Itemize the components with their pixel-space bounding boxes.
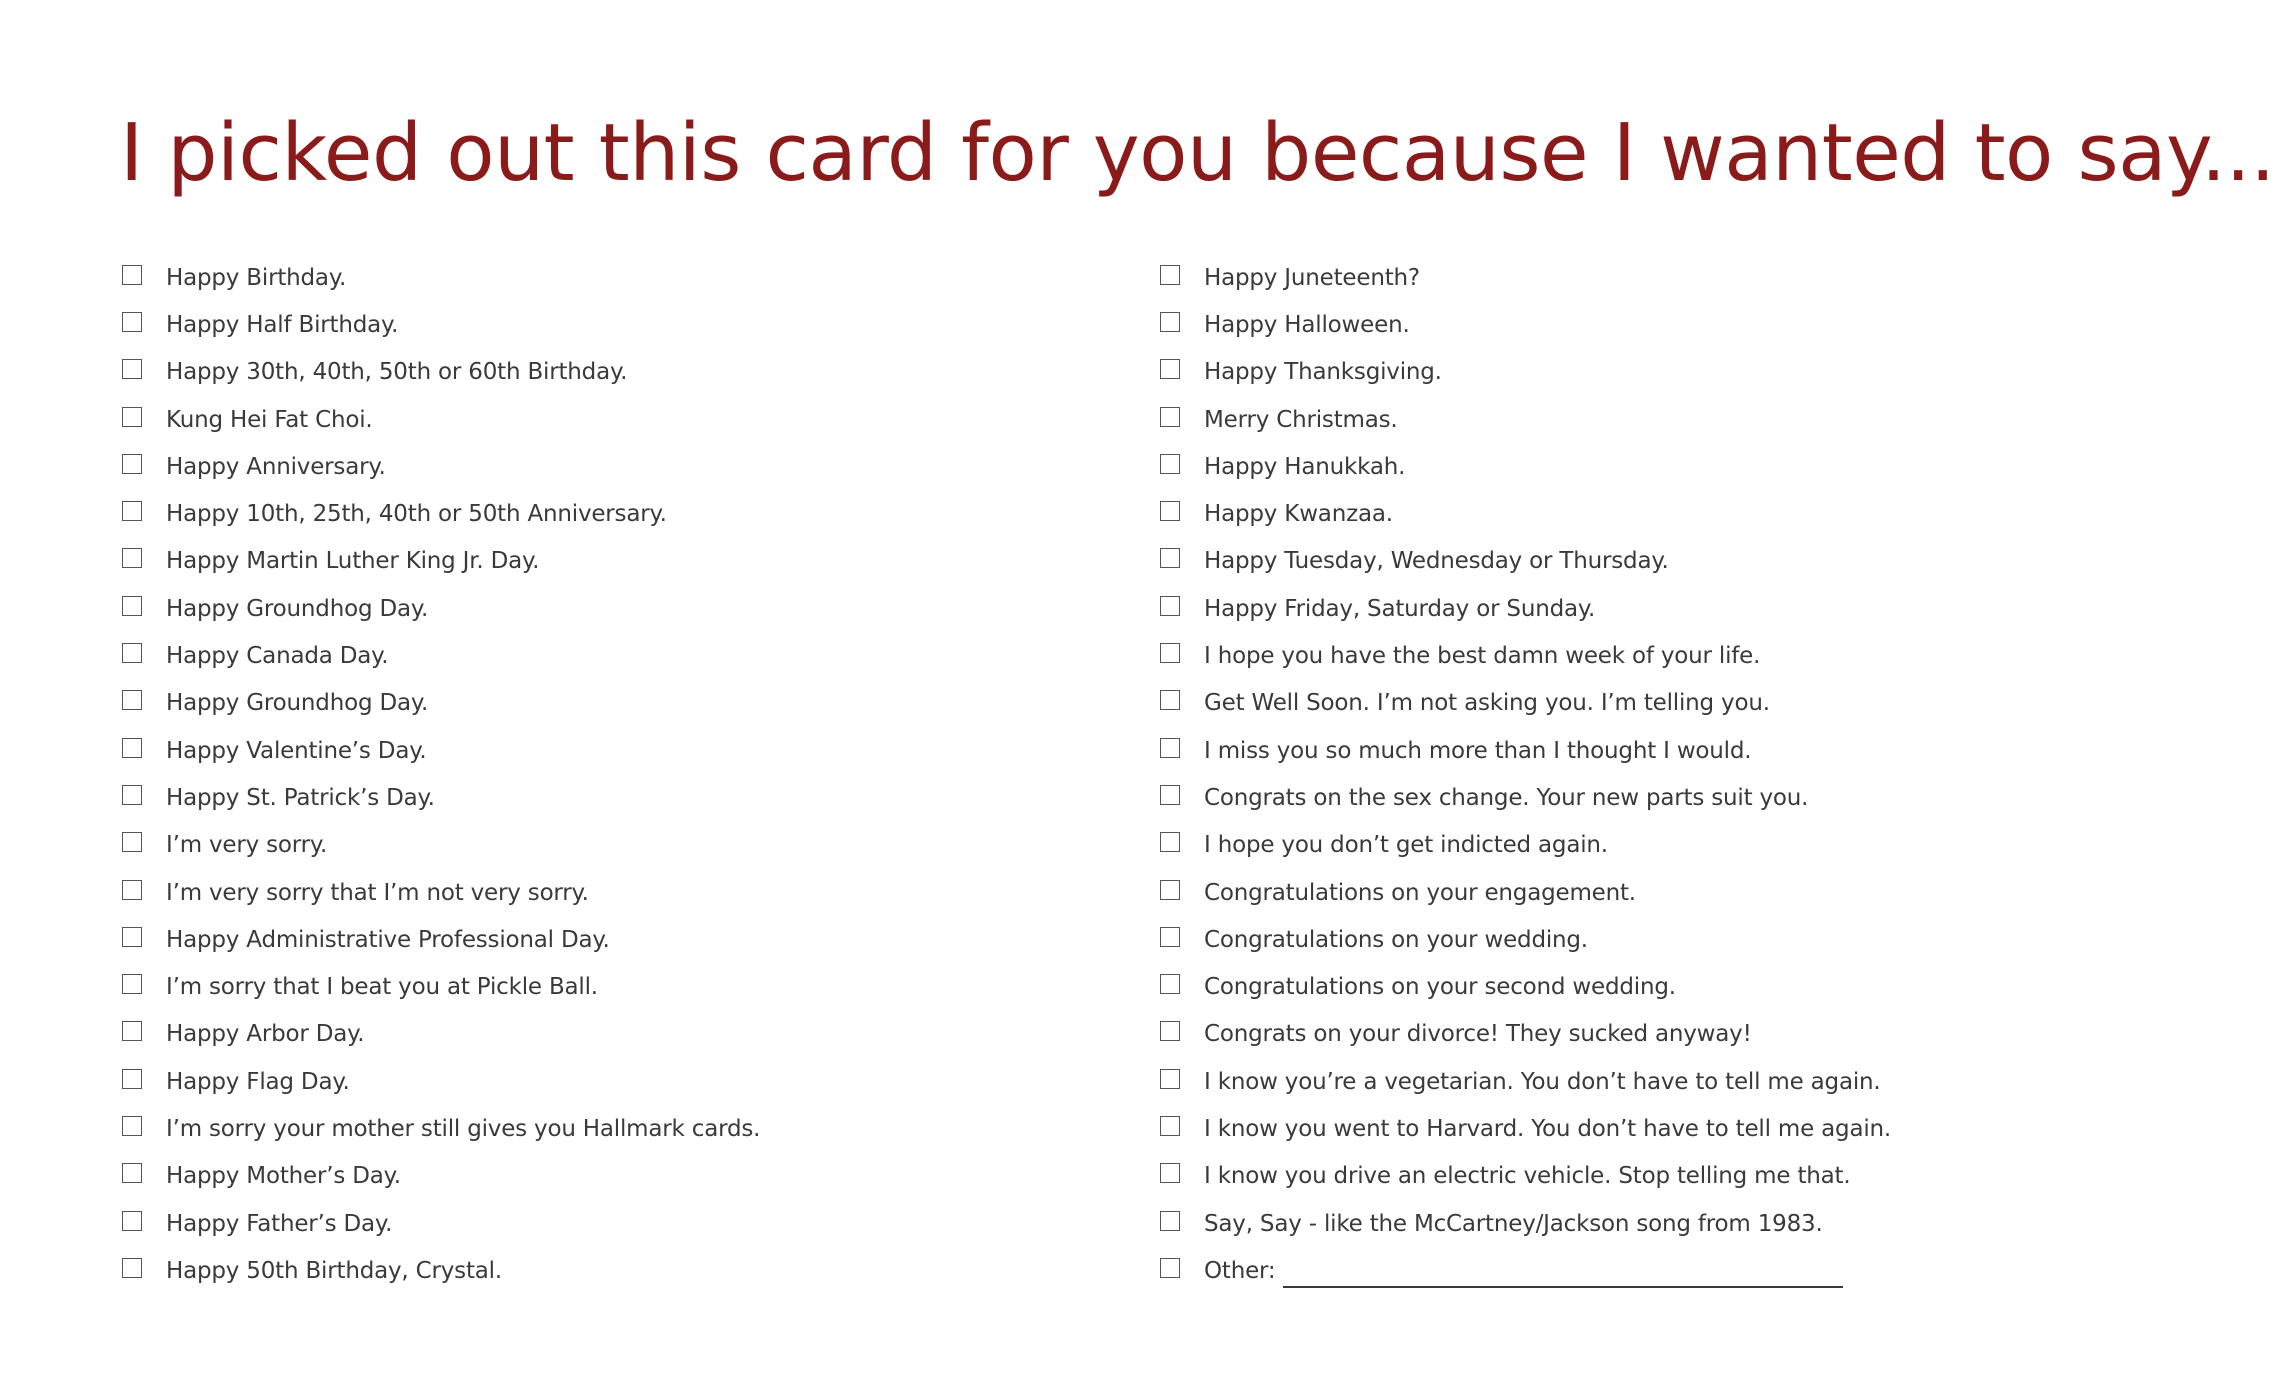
checkbox[interactable] [122,501,142,521]
checkbox[interactable] [1160,1211,1180,1231]
checkbox[interactable] [1160,785,1180,805]
checkbox[interactable] [122,785,142,805]
checklist-item-label: Happy Groundhog Day. [166,595,429,622]
checkbox[interactable] [122,1116,142,1136]
left-checklist-item[interactable] [122,1105,1122,1152]
left-checklist-item[interactable] [122,632,1122,679]
checkbox[interactable] [1160,407,1180,427]
checkbox[interactable] [122,643,142,663]
right-checklist-item[interactable] [1160,963,1980,1010]
checklist-item-label: Kung Hei Fat Choi. [166,406,373,433]
right-checklist-item[interactable] [1160,680,1980,727]
checklist-item-label: Happy Canada Day. [166,643,389,670]
checkbox[interactable] [1160,1116,1180,1136]
left-checklist-item[interactable] [122,1200,1122,1247]
left-checklist [122,254,1122,1295]
checklist-item-label: I hope you don’t get indicted again. [1204,832,1608,859]
checklist-item-label: Happy Thanksgiving. [1204,359,1442,386]
checkbox[interactable] [1160,927,1180,947]
left-checklist-item[interactable] [122,585,1122,632]
checkbox[interactable] [1160,1069,1180,1089]
checklist-item-label: Merry Christmas. [1204,406,1398,433]
checkbox[interactable] [122,974,142,994]
left-checklist-item[interactable] [122,1058,1122,1105]
checklist-item-label: I’m very sorry that I’m not very sorry. [166,879,589,906]
checkbox[interactable] [1160,832,1180,852]
checkbox[interactable] [1160,548,1180,568]
checkbox[interactable] [1160,501,1180,521]
left-checklist-item[interactable] [122,301,1122,348]
left-checklist-item[interactable] [122,490,1122,537]
checkbox[interactable] [1160,596,1180,616]
checklist-item-label: I know you’re a vegetarian. You don’t have to tell me again. [1204,1068,1881,1095]
checklist-item-label: Happy 50th Birthday, Crystal. [166,1257,502,1284]
checkbox[interactable] [122,1021,142,1041]
checklist-item-label: Say, Say - like the McCartney/Jackson song from 1983. [1204,1210,1823,1237]
right-checklist-item[interactable] [1160,396,1980,443]
checklist-item-label: Happy Hanukkah. [1204,453,1406,480]
other-label: Other: [1204,1257,1276,1284]
left-checklist-item[interactable] [122,1153,1122,1200]
checklist-item-label: Happy Anniversary. [166,453,386,480]
right-checklist-item[interactable] [1160,727,1980,774]
checkbox[interactable] [1160,1258,1180,1278]
right-checklist-item[interactable] [1160,1200,1980,1247]
checkbox[interactable] [1160,359,1180,379]
checklist-item-label: Happy Valentine’s Day. [166,737,427,764]
left-checklist-item[interactable] [122,822,1122,869]
right-checklist-item[interactable] [1160,1105,1980,1152]
checklist-item-label: Congratulations on your engagement. [1204,879,1636,906]
checklist-item-label: I’m very sorry. [166,832,328,859]
checkbox[interactable] [122,832,142,852]
left-checklist-item[interactable] [122,869,1122,916]
checkbox[interactable] [122,312,142,332]
other-write-in-field[interactable] [1283,1262,1843,1288]
left-checklist-item[interactable] [122,774,1122,821]
checkbox[interactable] [1160,643,1180,663]
right-checklist-item[interactable] [1160,1153,1980,1200]
checklist-item-label: Happy 30th, 40th, 50th or 60th Birthday. [166,359,628,386]
checkbox[interactable] [1160,738,1180,758]
checkbox[interactable] [122,407,142,427]
checkbox[interactable] [1160,690,1180,710]
checkbox[interactable] [122,690,142,710]
checklist-item-label: Happy Halloween. [1204,311,1410,338]
checklist-item-label: Happy Martin Luther King Jr. Day. [166,548,540,575]
checkbox[interactable] [122,359,142,379]
card-title: I picked out this card for you because I wanted to say... [120,107,2275,199]
right-checklist-item[interactable] [1160,1011,1980,1058]
checklist-item-label: Happy Administrative Professional Day. [166,926,610,953]
checklist-item-label: Happy Kwanzaa. [1204,501,1393,528]
checkbox[interactable] [122,265,142,285]
checklist-item-label: I’m sorry that I beat you at Pickle Ball. [166,974,598,1001]
left-checklist-item[interactable] [122,963,1122,1010]
checkbox[interactable] [122,548,142,568]
checkbox[interactable] [122,1258,142,1278]
checklist-item-label: Congrats on the sex change. Your new parts suit you. [1204,784,1809,811]
right-checklist-item[interactable] [1160,869,1980,916]
left-checklist-item[interactable] [122,254,1122,301]
right-checklist-item[interactable] [1160,490,1980,537]
left-checklist-item[interactable] [122,1011,1122,1058]
checklist-item-label: Congratulations on your wedding. [1204,926,1588,953]
checkbox[interactable] [1160,312,1180,332]
checklist-item-label: Happy Tuesday, Wednesday or Thursday. [1204,548,1669,575]
right-checklist-item[interactable] [1160,443,1980,490]
checklist-item-label: Happy 10th, 25th, 40th or 50th Anniversary. [166,501,667,528]
checklist-item-label: I know you drive an electric vehicle. Stop telling me that. [1204,1163,1851,1190]
right-checklist-item[interactable] [1160,301,1980,348]
checklist-item-label: Happy Father’s Day. [166,1210,393,1237]
checkbox[interactable] [122,927,142,947]
checkbox[interactable] [122,1069,142,1089]
checkbox[interactable] [122,1211,142,1231]
right-checklist-item[interactable] [1160,822,1980,869]
left-checklist-item[interactable] [122,1247,1122,1294]
checklist-item-label: Happy St. Patrick’s Day. [166,784,435,811]
checklist-item-label: I’m sorry your mother still gives you Hallmark cards. [166,1115,761,1142]
checkbox[interactable] [122,738,142,758]
checklist-item-label: Get Well Soon. I’m not asking you. I’m telling you. [1204,690,1770,717]
left-checklist-item[interactable] [122,538,1122,585]
right-checklist [1160,254,1980,1295]
left-checklist-item[interactable] [122,396,1122,443]
checkbox[interactable] [1160,454,1180,474]
checkbox[interactable] [122,596,142,616]
checklist-item-label: Congrats on your divorce! They sucked anyway! [1204,1021,1752,1048]
left-checklist-item[interactable] [122,916,1122,963]
checkbox[interactable] [1160,880,1180,900]
checklist-item-label: Happy Juneteenth? [1204,264,1420,291]
checkbox[interactable] [1160,1163,1180,1183]
checklist-item-label: Happy Mother’s Day. [166,1163,401,1190]
right-checklist-item[interactable] [1160,1058,1980,1105]
left-checklist-item[interactable] [122,349,1122,396]
left-checklist-item[interactable] [122,443,1122,490]
left-checklist-item[interactable] [122,727,1122,774]
checklist-item-label: I miss you so much more than I thought I would. [1204,737,1752,764]
checkbox[interactable] [1160,974,1180,994]
checklist-item-label: Happy Arbor Day. [166,1021,365,1048]
checkbox[interactable] [122,454,142,474]
right-checklist-item[interactable] [1160,585,1980,632]
other-checklist-item[interactable] [1160,1247,1980,1294]
right-checklist-item[interactable] [1160,254,1980,301]
right-checklist-item[interactable] [1160,916,1980,963]
left-checklist-item[interactable] [122,680,1122,727]
checklist-item-label: Happy Flag Day. [166,1068,350,1095]
checkbox[interactable] [1160,1021,1180,1041]
checkbox[interactable] [1160,265,1180,285]
checkbox[interactable] [122,880,142,900]
checklist-item-label: Happy Friday, Saturday or Sunday. [1204,595,1596,622]
checkbox[interactable] [122,1163,142,1183]
right-checklist-item[interactable] [1160,538,1980,585]
checklist-item-label: I know you went to Harvard. You don’t have to tell me again. [1204,1115,1892,1142]
right-checklist-item[interactable] [1160,349,1980,396]
right-checklist-item[interactable] [1160,632,1980,679]
checklist-item-label: Happy Half Birthday. [166,311,399,338]
checklist-item-label: I hope you have the best damn week of your life. [1204,643,1761,670]
checklist-item-label: Congratulations on your second wedding. [1204,974,1676,1001]
checklist-item-label: Happy Birthday. [166,264,347,291]
checklist-item-label: Happy Groundhog Day. [166,690,429,717]
right-checklist-item[interactable] [1160,774,1980,821]
